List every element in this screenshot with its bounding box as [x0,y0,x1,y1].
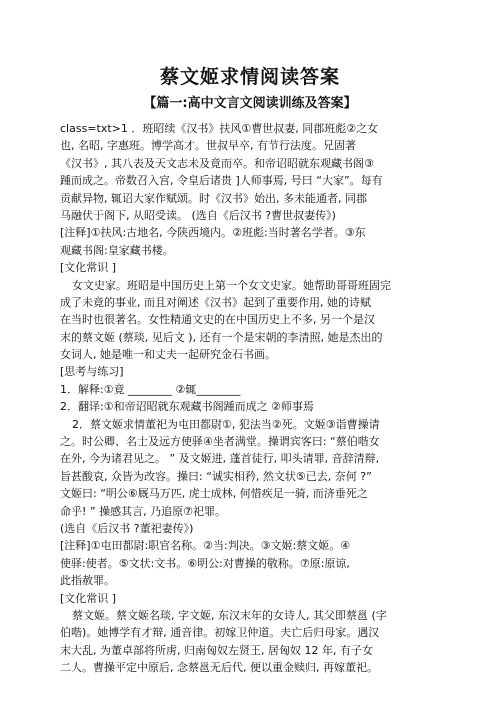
text-line: [文化常识 ] [60,261,117,275]
text-line: 也, 名昭, 字惠班。博学高才。世叔早卒, 有节行法度。兄固著 [60,139,356,153]
text-line: 二人。曹操平定中原后, 念蔡邕无后代, 便以重金赎归, 再嫁董祀。 [60,661,378,675]
text-line: class=txt>1 ．班昭续《汉书》扶风①曹世叔妻, 同郡班彪②之女 [60,122,379,135]
text-line: 马融伏于阁下, 从昭受读。 (选自《后汉书 ?曹世叔妻传》) [60,208,336,222]
document-title: 蔡文姬求情阅读答案 [159,66,340,88]
text-line: 《汉书》, 其八表及天文志未及竟而卒。和帝诏昭就东观藏书阁③ [60,156,374,170]
text-line: 1．解释:①竟 ________ ②辄________ [60,382,241,396]
text-line: 使驿:使者。⑤文状:文书。⑥明公:对曹操的敬称。⑦原:原谅, [60,556,350,570]
text-line: [文化常识 ] [60,591,117,605]
text-line: 2．翻译:①和帝诏昭就东观藏书阁踵而成之 ②师事焉 [60,400,314,414]
text-line: 末的蔡文姬 (蔡琰, 见后文 ), 还有一个是宋朝的李清照, 她是杰出的 [60,330,383,344]
text-line: 女词人, 她是唯一和丈夫一起研究金石书画。 [60,348,276,362]
text-line: [思考与练习] [60,365,124,379]
text-line: 在外, 今为诸君见之。 ” 及文姬进, 蓬首徒行, 叩头请罪, 音辞清辩, [60,452,380,466]
section-heading: 【篇一:高中文言文阅读训练及答案】 [143,96,357,111]
text-line: 踵而成之。帝数召入宫, 令皇后诸贵 ]人师事焉, 号曰 “大家”。每有 [60,174,383,188]
text-line: 贡献异物, 辄诏大家作赋颂。时《汉书》始出, 多未能通者, 同郡 [60,191,367,205]
document-body [60,120,470,677]
text-line: 文姬曰: “明公⑥厩马万匹, 虎士成林, 何惜疾足一骑, 而济垂死之 [60,487,368,501]
text-line: 此指赦罪。 [60,574,115,588]
text-line: 2．蔡文姬求情董祀为屯田都尉①, 犯法当②死。文姬③诣曹操请 [72,417,380,431]
text-line: 女文史家。班昭是中国历史上第一个女文史家。她帮助哥哥班固完 [72,278,391,292]
text-line: 观藏书阁:皇家藏书楼。 [60,243,174,257]
text-line: 成了未竟的事业, 而且对阐述《汉书》起到了重要作用, 她的诗赋 [60,295,371,309]
text-line: 旨甚酸哀, 众皆为改容。操曰: “诚实相矜, 然文状⑤已去, 奈何 ?” [60,469,372,483]
text-line: [注释]①扶风:古地名, 今陕西境内。②班彪:当时著名学者。③东 [60,226,366,240]
text-line: 末大乱, 为董卓部将所虏, 归南匈奴左贤王, 居匈奴 12 年, 有子女 [60,643,373,657]
text-line: 在当时也很著名。女性精通文史的在中国历史上不多, 另一个是汉 [60,313,375,327]
text-line: 之。时公卿、名士及远方使驿④坐者满堂。操谓宾客曰: “蔡伯喈女 [60,435,380,449]
text-line: 蔡文姬。蔡文姬名琰, 字文姬, 东汉末年的女诗人, 其父即蔡邕 (字 [72,608,387,622]
text-line: 伯喈)。她博学有才辩, 通音律。初嫁卫仲道。夫亡后归母家。遇汉 [60,626,380,640]
text-line: (选自《后汉书 ?董祀妻传》) [60,521,194,535]
text-line: [注释]①屯田都尉:职官名称。②当:判决。③文姬:蔡文姬。④ [60,539,351,553]
text-line: 命乎! ” 操感其言, 乃追原⑦祀罪。 [60,504,226,518]
